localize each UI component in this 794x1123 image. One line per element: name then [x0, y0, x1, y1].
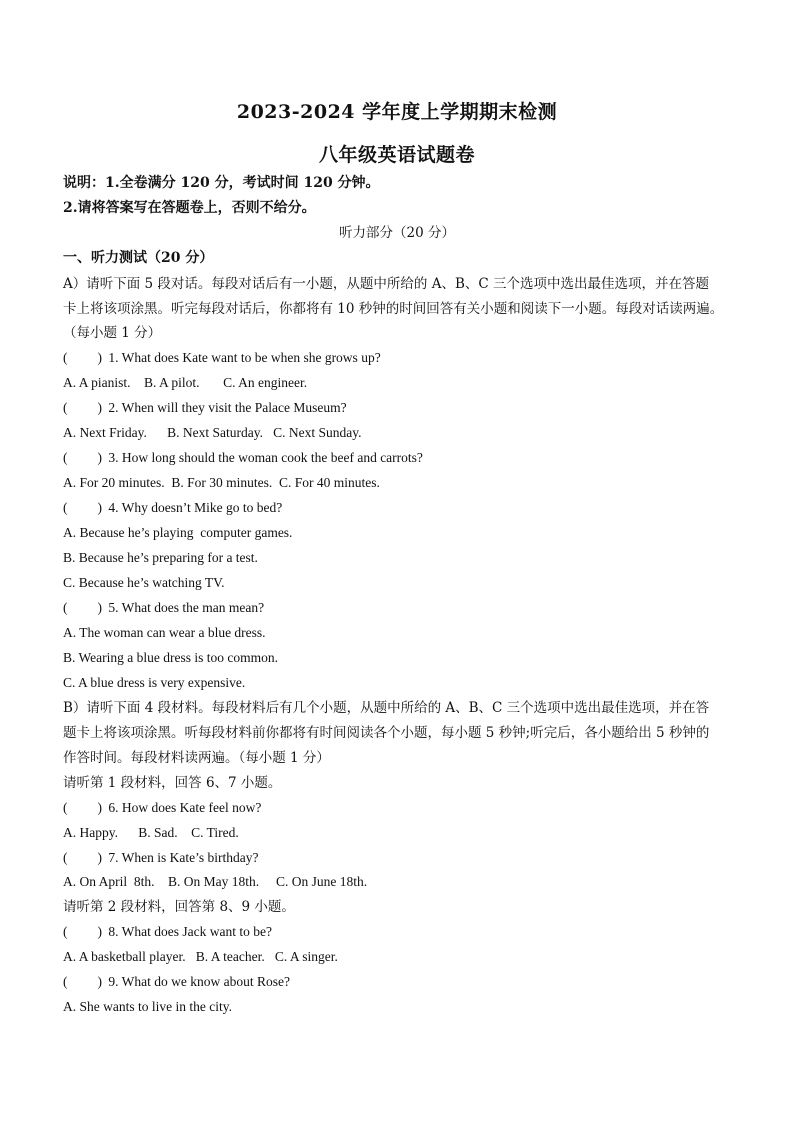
question-4-option-b: B. Because he’s preparing for a test. [63, 550, 258, 565]
answer-blank: ( ) [63, 450, 102, 465]
answer-blank: ( ) [63, 400, 102, 415]
question-7 [63, 850, 258, 866]
question-text: 5. What does the man mean? [108, 600, 265, 615]
question-4 [63, 500, 282, 516]
question-9-option-a: A. She wants to live in the city. [63, 999, 232, 1014]
question-text: 9. What do we know about Rose? [108, 974, 290, 989]
question-text: 4. Why doesn’t Mike go to bed? [108, 500, 283, 515]
question-5 [63, 600, 264, 616]
question-6-options: A. Happy. B. Sad. C. Tired. [63, 825, 239, 840]
answer-blank: ( ) [63, 924, 102, 939]
question-text: 1. What does Kate want to be when she grows up? [108, 350, 381, 365]
exam-subtitle: 八年级英语试题卷 [318, 144, 475, 166]
answer-blank: ( ) [63, 500, 102, 515]
part-a-instruction-2: 卡上将该项涂黑。听完每段对话后，你都将有 10 秒钟的时间回答有关小题和阅读下一小题。每段对话读两遍。 [63, 301, 724, 317]
listening-heading: 听力部分（20 分） [339, 225, 455, 241]
question-8-options: A. A basketball player. B. A teacher. C. A singer. [63, 949, 338, 964]
question-text: 6. How does Kate feel now? [108, 800, 262, 815]
answer-blank: ( ) [63, 850, 102, 865]
exam-title: 2023-2024 学年度上学期期末检测 [236, 101, 558, 123]
note-line-2: 2.请将答案写在答题卷上，否则不给分。 [63, 200, 316, 216]
part-b-instruction-1: B）请听下面 4 段材料。每段材料后有几个小题，从题中所给的 A、B、C 三个选项中选出最佳选项，并在答 [63, 700, 710, 716]
part-a-instruction-1: A）请听下面 5 段对话。每段对话后有一小题，从题中所给的 A、B、C 三个选项中选出最佳选项，并在答题 [63, 276, 710, 292]
question-text: 7. When is Kate’s birthday? [108, 850, 259, 865]
question-5-option-b: B. Wearing a blue dress is too common. [63, 650, 279, 665]
question-text: 8. What does Jack want to be? [108, 924, 272, 939]
answer-blank: ( ) [63, 800, 102, 815]
part-b-instruction-3: 作答时间。每段材料读两遍。（每小题 1 分） [63, 750, 330, 766]
question-8 [63, 924, 272, 940]
question-text: 3. How long should the woman cook the beef and carrots? [108, 450, 423, 465]
question-6 [63, 800, 261, 816]
question-4-option-c: C. Because he’s watching TV. [63, 575, 225, 590]
question-5-option-c: C. A blue dress is very expensive. [63, 675, 246, 690]
question-5-option-a: A. The woman can wear a blue dress. [63, 625, 266, 640]
question-1 [63, 350, 381, 366]
question-3 [63, 450, 423, 466]
part-b-instruction-2: 题卡上将该项涂黑。听每段材料前你都将有时间阅读各个小题，每小题 5 秒钟;听完后，各小题给出 5 秒钟的 [63, 725, 710, 741]
question-4-option-a: A. Because he’s playing computer games. [63, 525, 293, 540]
question-2 [63, 400, 347, 416]
answer-blank: ( ) [63, 600, 102, 615]
material-1-heading: 请听第 1 段材料，回答 6、7 小题。 [63, 775, 282, 791]
question-3-options: A. For 20 minutes. B. For 30 minutes. C. For 40 minutes. [63, 475, 380, 490]
note-line-1: 说明：1.全卷满分 120 分，考试时间 120 分钟。 [63, 175, 380, 191]
part-title: 一、听力测试（20 分） [63, 250, 214, 266]
question-1-options: A. A pianist. B. A pilot. C. An engineer. [63, 375, 308, 390]
question-9 [63, 974, 290, 990]
material-2-heading: 请听第 2 段材料，回答第 8、9 小题。 [63, 899, 295, 915]
answer-blank: ( ) [63, 974, 102, 989]
question-text: 2. When will they visit the Palace Museum? [108, 400, 347, 415]
question-7-options: A. On April 8th. B. On May 18th. C. On June 18th. [63, 874, 368, 889]
answer-blank: ( ) [63, 350, 102, 365]
question-2-options: A. Next Friday. B. Next Saturday. C. Next Sunday. [63, 425, 362, 440]
part-a-instruction-3: （每小题 1 分） [63, 325, 162, 341]
